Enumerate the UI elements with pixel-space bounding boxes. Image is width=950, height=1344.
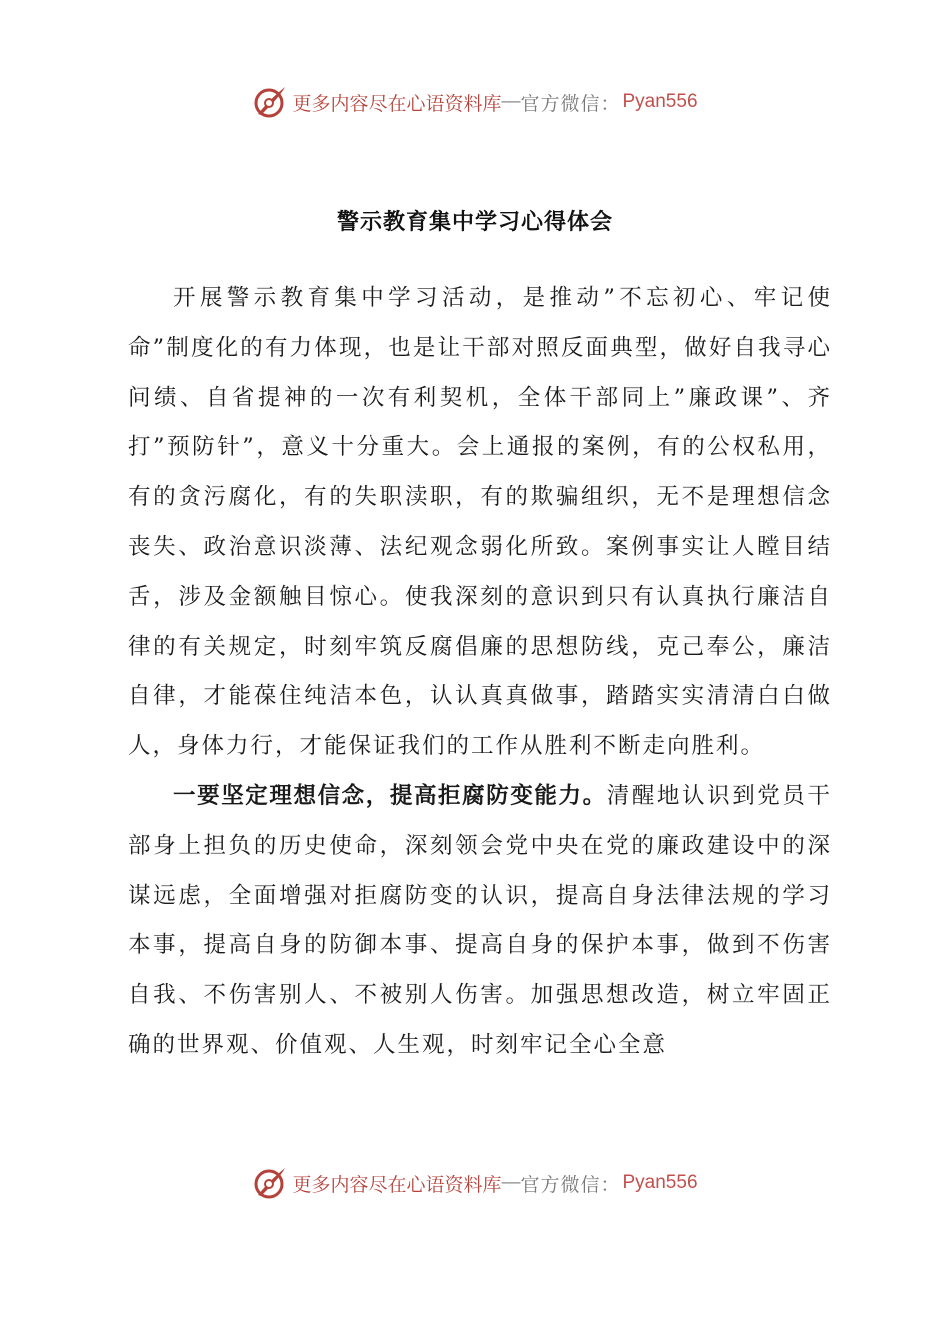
banner-brand-text: 更多内容尽在心语资料库 (292, 92, 502, 115)
header-banner (0, 82, 950, 122)
banner-official-label: 官方微信： (520, 92, 621, 115)
quill-logo-icon (252, 84, 288, 120)
banner-official-label: 官方微信： (520, 1173, 621, 1196)
banner-dash: — (501, 91, 521, 112)
paragraph-1 (128, 274, 832, 772)
banner-wechat-id: Pyan556 (622, 1172, 698, 1193)
quill-logo-icon (252, 1165, 288, 1201)
document-body (128, 274, 832, 1071)
banner-dash: — (501, 1172, 521, 1193)
banner-wechat-id: Pyan556 (622, 91, 698, 112)
footer-banner (0, 1163, 950, 1203)
banner-brand-text: 更多内容尽在心语资料库 (292, 1173, 502, 1196)
paragraph-1-text: 开展警示教育集中学习活动，是推动”不忘初心、牢记使命”制度化的有力体现，也是让干部对照反面典型，做好自我寻心问绩、自省提神的一次有利契机，全体干部同上”廉政课”、齐打”预防针”，意义十分重大。会上通报的案例，有的公权私用，有的贪污腐化，有的失职渎职，有的欺骗组织，无不是理想信念丧失、政治意识淡薄、法纪观念弱化所致。案例事实让人瞠目结舌，涉及金额触目惊心。使我深刻的意识到只有认真执行廉洁自律的有关规定，时刻牢筑反腐倡廉的思想防线，克己奉公，廉洁自律，才能葆住纯洁本色，认认真真做事，踏踏实实清清白白做人，身体力行，才能保证我们的工作从胜利不断走向胜利。 (128, 285, 832, 760)
paragraph-2-lead: 一要坚定理想信念，提高拒腐防变能力。 (173, 782, 607, 809)
document-title: 警示教育集中学习心得体会 (336, 210, 613, 235)
paragraph-2 (128, 772, 832, 1071)
paragraph-2-text: 清醒地认识到党员干部身上担负的历史使命，深刻领会党中央在党的廉政建设中的深谋远虑，全面增强对拒腐防变的认识，提高自身法律法规的学习本事，提高自身的防御本事、提高自身的保护本事，做到不伤害自我、不伤害别人、不被别人伤害。加强思想改造，树立牢固正确的世界观、价值观、人生观，时刻牢记全心全意 (128, 782, 832, 1058)
